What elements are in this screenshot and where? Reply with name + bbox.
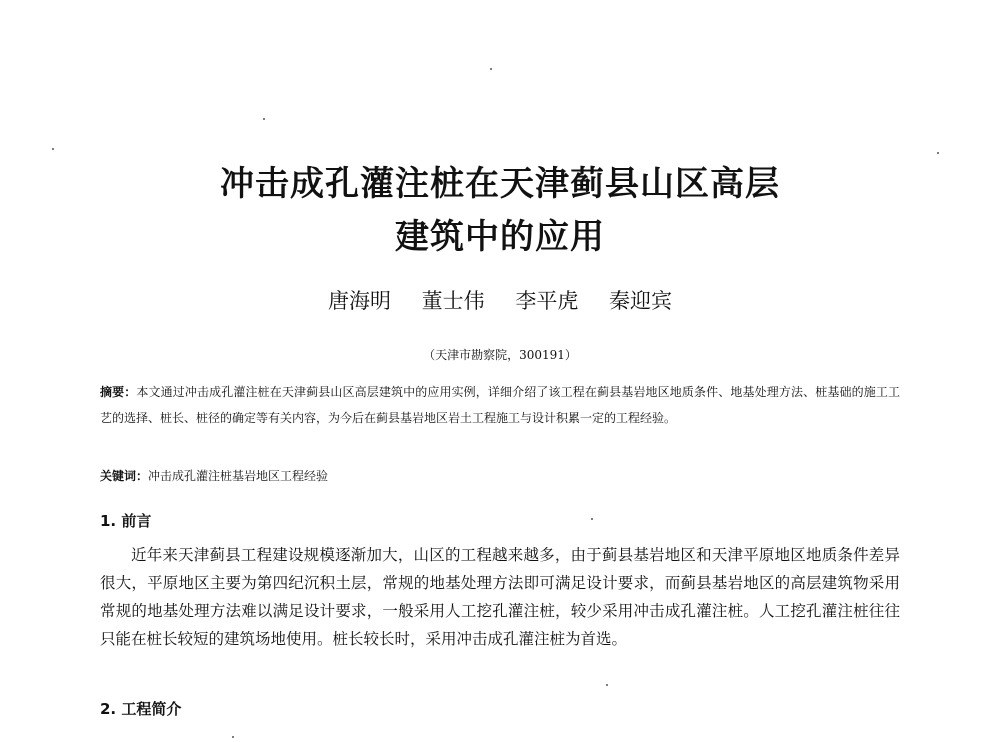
author-affiliation: （天津市勘察院，300191）: [423, 348, 577, 362]
abstract-text: 本文通过冲击成孔灌注桩在天津蓟县山区高层建筑中的应用实例，详细介绍了该工程在蓟县基岩地区地质条件、地基处理方法、桩基础的施工工艺的选择、桩长、桩径的确定等有关内容，为今后在蓟县基岩地区岩土工程施工与设计积累一定的工程经验。: [100, 385, 900, 425]
keywords: [100, 463, 900, 489]
scan-speck: [937, 152, 939, 154]
introduction-paragraph: 近年来天津蓟县工程建设规模逐渐加大，山区的工程越来越多，由于蓟县基岩地区和天津平原地区地质条件差异很大，平原地区主要为第四纪沉积土层，常规的地基处理方法即可满足设计要求，而蓟县基岩地区的高层建筑物采用常规的地基处理方法难以满足设计要求，一般采用人工挖孔灌注桩，较少采用冲击成孔灌注桩。人工挖孔灌注桩往往只能在桩长较短的建筑场地使用。桩长较长时，采用冲击成孔灌注桩为首选。: [100, 546, 900, 648]
paper-title-line-1: 冲击成孔灌注桩在天津蓟县山区高层: [220, 164, 780, 204]
author-name: 唐海明: [327, 289, 391, 313]
scan-speck: [606, 684, 608, 686]
author-list: [0, 285, 1000, 315]
scan-speck: [490, 68, 492, 70]
paper-title-line-2: 建筑中的应用: [395, 217, 605, 257]
keywords-label: 关键词：: [100, 469, 149, 483]
abstract-label: 摘要：: [100, 385, 137, 399]
scan-speck: [52, 148, 54, 150]
author-name: 李平虎: [515, 289, 579, 313]
scan-speck: [232, 736, 234, 738]
section-heading-introduction: 1. 前言: [100, 512, 152, 530]
author-name: 董士伟: [421, 289, 485, 313]
abstract: [100, 379, 900, 431]
section-heading-project-overview: 2. 工程简介: [100, 700, 182, 718]
scan-speck: [591, 518, 593, 520]
scan-speck: [263, 118, 265, 120]
keywords-text: 冲击成孔灌注桩基岩地区工程经验: [148, 469, 329, 483]
author-name: 秦迎宾: [609, 289, 673, 313]
